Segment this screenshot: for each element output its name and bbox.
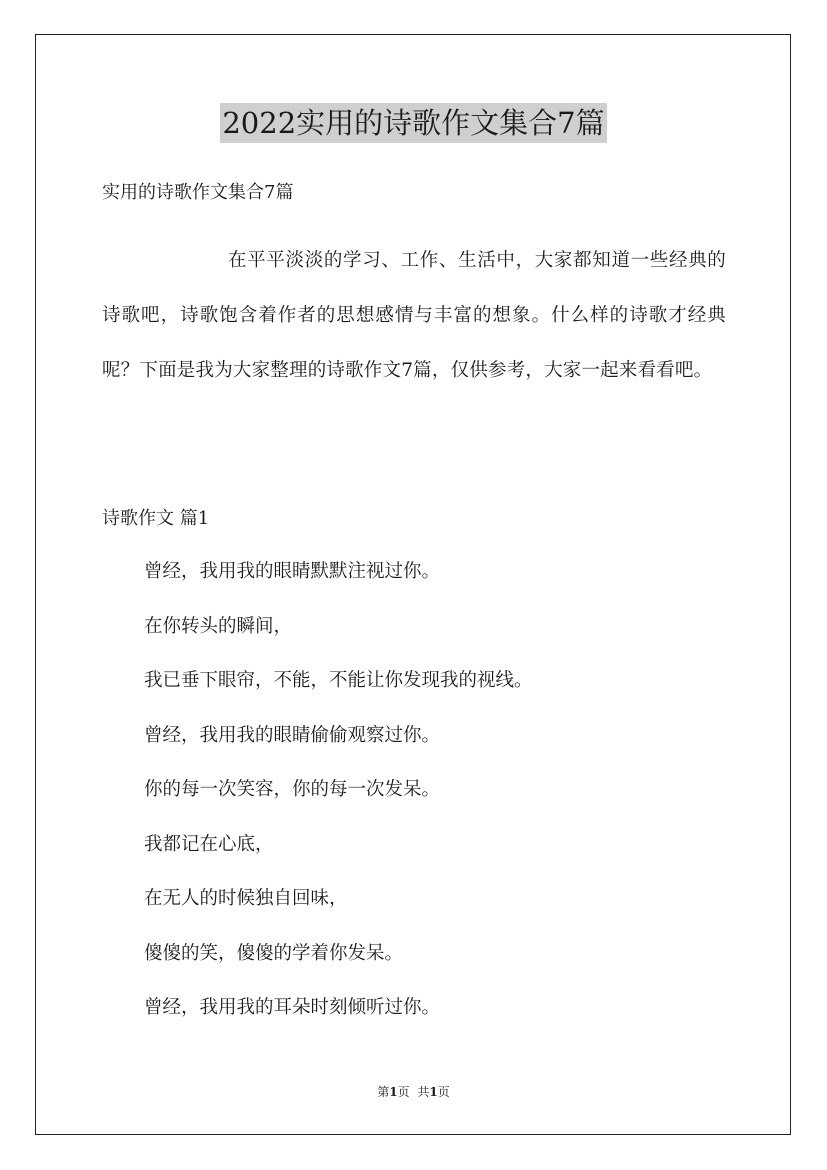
poem-line: 我都记在心底， [144,833,274,855]
intro-paragraph: 在平平淡淡的学习、工作、生活中，大家都知道一些经典的诗歌吧，诗歌饱含着作者的思想感情与丰富的想象。什么样的诗歌才经典呢？下面是我为大家整理的诗歌作文7篇，仅供参考，大家一起来看看吧。 [102,250,726,381]
page-footer [0,1084,827,1100]
poem-line: 曾经，我用我的耳朵时刻倾听过你。 [144,997,441,1018]
poem-line: 曾经，我用我的眼睛偷偷观察过你。 [144,724,441,746]
poem-line: 在你转头的瞬间， [144,615,293,637]
total-pages: 1 [429,1085,438,1099]
poem-line: 我已垂下眼帘，不能，不能让你发现我的视线。 [144,670,533,691]
poem-line: 傻傻的笑，傻傻的学着你发呆。 [144,942,404,964]
document-subtitle: 实用的诗歌作文集合7篇 [102,182,294,203]
page-number: 1 [389,1085,398,1099]
poem-line: 在无人的时候独自回味， [144,888,348,909]
document-title [0,103,827,143]
poem-line: 曾经，我用我的眼睛默默注视过你。 [144,561,441,582]
page-prefix: 第 [377,1085,390,1099]
total-prefix: 共 [417,1085,430,1099]
section-heading: 诗歌作文 篇1 [102,508,210,529]
poem-line: 你的每一次笑容，你的每一次发呆。 [144,779,441,800]
page-suffix: 页 [397,1085,410,1099]
document-title-text: 2022实用的诗歌作文集合7篇 [220,103,606,143]
poem-lines [144,558,533,1049]
total-suffix: 页 [437,1085,450,1099]
